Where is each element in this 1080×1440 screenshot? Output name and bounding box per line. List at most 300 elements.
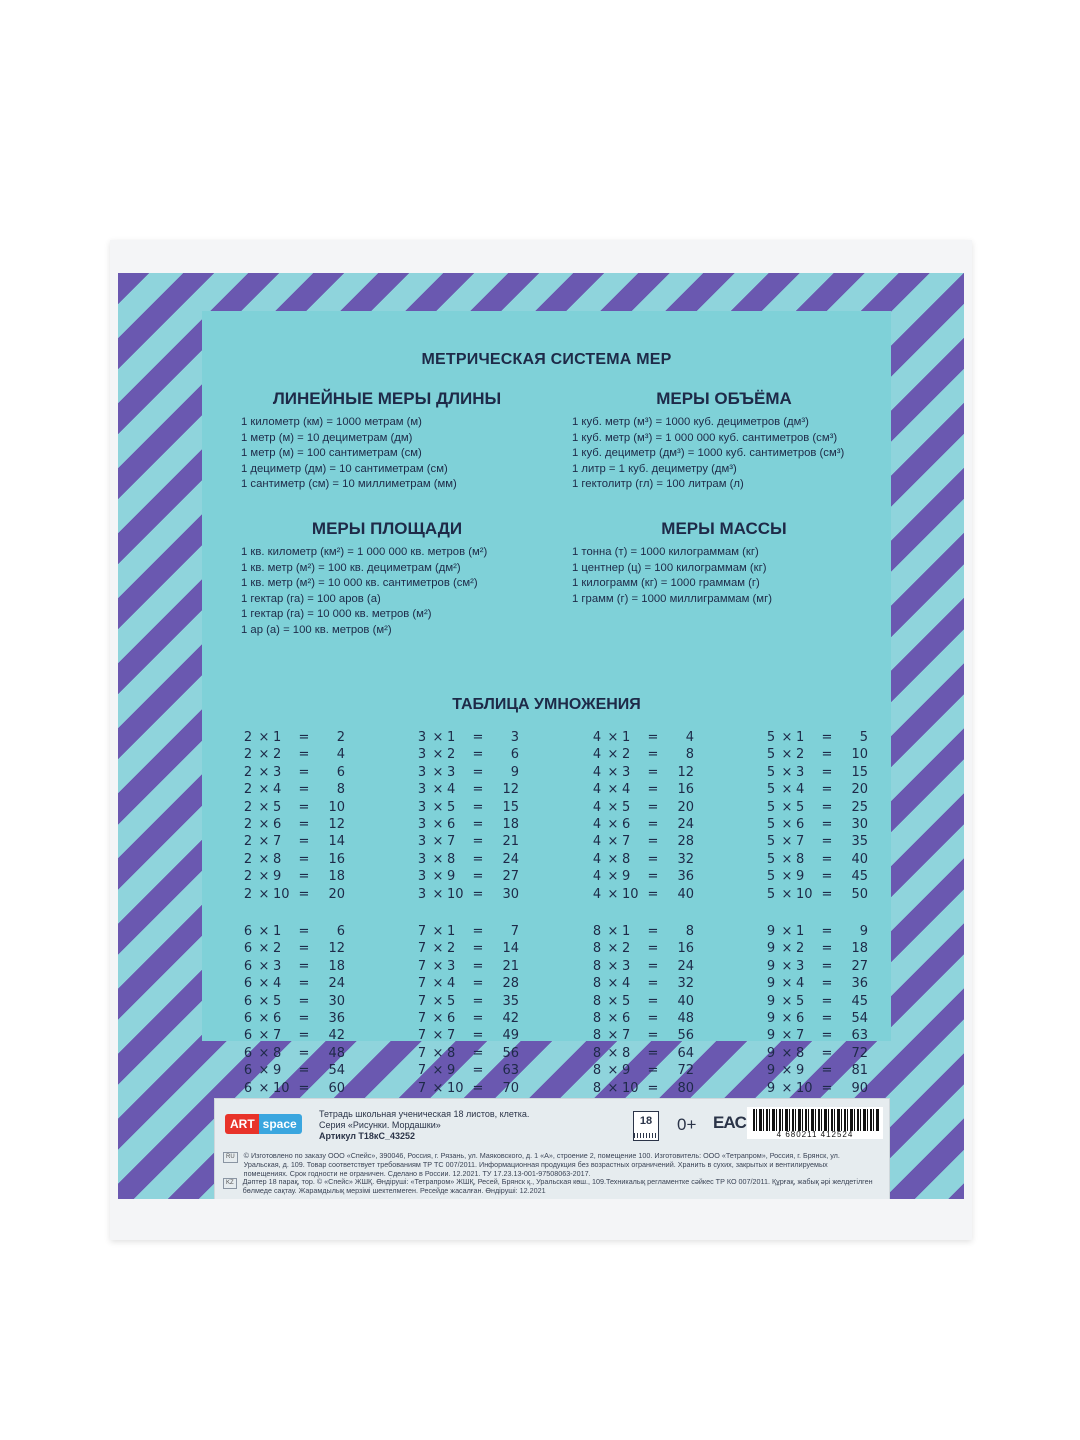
- mult-x: ×: [781, 799, 793, 815]
- mult-row: [415, 868, 519, 885]
- mult-row: [590, 975, 694, 992]
- mult-row: [241, 781, 345, 798]
- mult-column-2: [241, 729, 345, 903]
- mult-row: [241, 1027, 345, 1044]
- mult-r: 32: [677, 851, 694, 867]
- mult-x: ×: [432, 1080, 444, 1096]
- mult-eq: =: [298, 886, 310, 902]
- mult-x: ×: [258, 1028, 270, 1044]
- mult-a: 8: [592, 1045, 602, 1061]
- mult-a: 8: [592, 993, 602, 1009]
- mult-r: 40: [851, 851, 868, 867]
- mult-a: 2: [243, 764, 253, 780]
- mult-b: 1: [622, 730, 631, 745]
- mult-b: 1: [622, 924, 631, 939]
- mult-a: 9: [766, 1045, 776, 1061]
- mult-b: 10: [447, 886, 464, 902]
- mult-row: [590, 746, 694, 763]
- mult-a: 6: [243, 941, 253, 957]
- mult-row: [415, 958, 519, 975]
- mult-row: [415, 781, 519, 798]
- mult-row: [764, 746, 868, 763]
- mult-a: 5: [766, 730, 776, 745]
- mult-row: [241, 851, 345, 868]
- mult-x: ×: [607, 816, 619, 832]
- mult-r: 40: [677, 993, 694, 1009]
- mult-b: 1: [273, 730, 282, 745]
- mult-x: ×: [432, 976, 444, 992]
- mult-a: 8: [592, 924, 602, 939]
- mult-a: 8: [592, 976, 602, 992]
- mult-a: 9: [766, 924, 776, 939]
- mult-a: 4: [592, 851, 602, 867]
- mult-r: 64: [677, 1045, 694, 1061]
- product-description: [319, 1109, 529, 1142]
- mult-a: 7: [417, 976, 427, 992]
- mult-x: ×: [781, 924, 793, 939]
- mult-r: 24: [502, 851, 519, 867]
- mult-x: ×: [258, 924, 270, 939]
- volume-heading: МЕРЫ ОБЪЁМА: [656, 389, 792, 408]
- mult-b: 9: [273, 869, 282, 885]
- barcode-number: 4 680211 412524: [776, 1130, 854, 1139]
- mult-x: ×: [258, 886, 270, 902]
- mult-eq: =: [298, 869, 310, 885]
- mult-eq: =: [472, 869, 484, 885]
- mult-b: 1: [447, 730, 456, 745]
- mult-eq: =: [647, 851, 659, 867]
- mult-b: 8: [622, 1045, 631, 1061]
- mult-a: 9: [766, 993, 776, 1009]
- mult-eq: =: [821, 799, 833, 815]
- mult-x: ×: [432, 816, 444, 832]
- mult-row: [415, 923, 519, 940]
- mult-eq: =: [298, 1063, 310, 1079]
- mult-row: [590, 868, 694, 885]
- mult-row: [241, 975, 345, 992]
- mult-x: ×: [607, 976, 619, 992]
- mult-a: 4: [592, 799, 602, 815]
- mult-r: 35: [851, 834, 868, 850]
- mult-x: ×: [432, 886, 444, 902]
- mult-x: ×: [607, 941, 619, 957]
- mult-r: 12: [328, 816, 345, 832]
- mult-row: [590, 851, 694, 868]
- legal-ru: [223, 1151, 883, 1178]
- mult-row: [415, 1062, 519, 1079]
- mult-b: 2: [447, 941, 456, 957]
- mult-eq: =: [298, 941, 310, 957]
- mult-x: ×: [781, 834, 793, 850]
- mult-b: 7: [622, 834, 631, 850]
- mass-heading: МЕРЫ МАССЫ: [661, 519, 787, 538]
- mult-r: 15: [851, 764, 868, 780]
- mult-row: [590, 923, 694, 940]
- mult-b: 5: [273, 993, 282, 1009]
- mult-a: 3: [417, 764, 427, 780]
- mult-x: ×: [258, 1063, 270, 1079]
- mult-x: ×: [781, 1010, 793, 1026]
- mult-r: 35: [502, 993, 519, 1009]
- mult-x: ×: [781, 869, 793, 885]
- mult-row: [415, 886, 519, 903]
- mult-b: 10: [273, 1080, 290, 1096]
- mult-r: 70: [502, 1080, 519, 1096]
- measure-line: 1 километр (км) = 1000 метрам (м): [241, 416, 422, 428]
- mult-a: 5: [766, 869, 776, 885]
- mult-eq: =: [472, 747, 484, 763]
- measure-line: 1 метр (м) = 100 сантиметрам (см): [241, 447, 422, 460]
- mult-row: [415, 1080, 519, 1097]
- mult-r: 8: [685, 924, 694, 939]
- mult-a: 9: [766, 958, 776, 974]
- mult-b: 6: [796, 1010, 805, 1026]
- mult-eq: =: [821, 764, 833, 780]
- mult-a: 2: [243, 834, 253, 850]
- mult-x: ×: [432, 941, 444, 957]
- mult-row: [590, 781, 694, 798]
- mult-r: 4: [685, 730, 694, 745]
- measure-line: 1 кв. метр (м²) = 10 000 кв. сантиметров (см²): [241, 577, 478, 590]
- mult-b: 2: [273, 941, 282, 957]
- mult-r: 12: [677, 764, 694, 780]
- mult-row: [241, 799, 345, 816]
- mult-eq: =: [647, 941, 659, 957]
- mult-eq: =: [298, 782, 310, 798]
- measure-line: 1 сантиметр (см) = 10 миллиметрам (мм): [241, 478, 457, 491]
- mult-eq: =: [821, 869, 833, 885]
- measure-line: 1 куб. метр (м³) = 1 000 000 куб. сантиметров (см³): [572, 431, 838, 444]
- mult-x: ×: [607, 730, 619, 745]
- mult-r: 20: [851, 782, 868, 798]
- mult-row: [415, 1045, 519, 1062]
- mult-a: 4: [592, 764, 602, 780]
- mult-b: 10: [273, 886, 290, 902]
- mult-a: 7: [417, 924, 427, 939]
- mult-r: 54: [851, 1010, 868, 1026]
- kz-tag: KZ: [223, 1178, 237, 1189]
- mult-x: ×: [607, 764, 619, 780]
- mult-r: 10: [328, 799, 345, 815]
- mult-r: 42: [328, 1028, 345, 1044]
- mult-eq: =: [298, 747, 310, 763]
- mult-a: 5: [766, 851, 776, 867]
- mult-column-6: [241, 923, 345, 1097]
- measure-line: 1 гектар (га) = 10 000 кв. метров (м²): [241, 608, 432, 621]
- mult-a: 5: [766, 747, 776, 763]
- mult-a: 8: [592, 1028, 602, 1044]
- info-panel: [202, 311, 891, 1096]
- mult-r: 16: [677, 782, 694, 798]
- mult-b: 8: [273, 851, 282, 867]
- mult-eq: =: [821, 834, 833, 850]
- mult-r: 48: [677, 1010, 694, 1026]
- mult-eq: =: [821, 851, 833, 867]
- mult-a: 3: [417, 799, 427, 815]
- grid-icon: [634, 1133, 658, 1138]
- mult-row: [764, 923, 868, 940]
- mult-r: 24: [677, 816, 694, 832]
- mult-a: 8: [592, 1080, 602, 1096]
- sheets-count-badge: [633, 1111, 659, 1141]
- mult-b: 2: [796, 941, 805, 957]
- mult-r: 28: [502, 976, 519, 992]
- mult-b: 9: [447, 869, 456, 885]
- mult-a: 8: [592, 1010, 602, 1026]
- mult-eq: =: [472, 958, 484, 974]
- mult-a: 7: [417, 941, 427, 957]
- mult-x: ×: [258, 851, 270, 867]
- mult-a: 9: [766, 1063, 776, 1079]
- measure-line: 1 куб. дециметр (дм³) = 1000 куб. сантиметров (см³): [572, 447, 845, 460]
- mult-b: 6: [273, 1010, 282, 1026]
- mult-x: ×: [432, 1010, 444, 1026]
- mult-row: [241, 940, 345, 957]
- mult-r: 54: [328, 1063, 345, 1079]
- mult-b: 9: [447, 1063, 456, 1079]
- mult-eq: =: [821, 1063, 833, 1079]
- mult-r: 6: [336, 764, 345, 780]
- mult-x: ×: [781, 941, 793, 957]
- mult-b: 3: [447, 764, 456, 780]
- mult-x: ×: [432, 869, 444, 885]
- mult-r: 10: [851, 747, 868, 763]
- mult-r: 3: [510, 730, 519, 745]
- mult-a: 2: [243, 886, 253, 902]
- mult-a: 6: [243, 1045, 253, 1061]
- mult-eq: =: [821, 886, 833, 902]
- logo-art: ART: [225, 1114, 259, 1134]
- mult-b: 8: [622, 851, 631, 867]
- mult-a: 3: [417, 730, 427, 745]
- mult-row: [590, 958, 694, 975]
- measure-line: 1 центнер (ц) = 100 килограммам (кг): [572, 561, 767, 574]
- mult-column-8: [590, 923, 694, 1097]
- mult-eq: =: [647, 799, 659, 815]
- measure-line: 1 метр (м) = 10 дециметрам (дм): [241, 431, 413, 444]
- mult-x: ×: [432, 993, 444, 1009]
- mult-r: 90: [851, 1080, 868, 1096]
- mult-r: 48: [328, 1045, 345, 1061]
- mult-eq: =: [298, 1080, 310, 1096]
- mult-a: 4: [592, 747, 602, 763]
- mult-row: [241, 1080, 345, 1097]
- mult-a: 8: [592, 941, 602, 957]
- mult-x: ×: [607, 958, 619, 974]
- mult-x: ×: [432, 924, 444, 939]
- mult-row: [764, 975, 868, 992]
- mult-x: ×: [258, 730, 270, 745]
- mult-eq: =: [298, 764, 310, 780]
- mult-b: 5: [796, 993, 805, 1009]
- mult-x: ×: [781, 958, 793, 974]
- mult-eq: =: [821, 958, 833, 974]
- mult-b: 10: [622, 886, 639, 902]
- mult-x: ×: [432, 799, 444, 815]
- mult-x: ×: [607, 782, 619, 798]
- mult-eq: =: [647, 886, 659, 902]
- mult-a: 6: [243, 1080, 253, 1096]
- measure-line: 1 ар (а) = 100 кв. метров (м²): [241, 623, 392, 636]
- mult-column-5: [764, 729, 868, 903]
- mult-b: 9: [622, 869, 631, 885]
- mult-a: 9: [766, 976, 776, 992]
- mult-a: 6: [243, 993, 253, 1009]
- mult-b: 3: [796, 958, 805, 974]
- mult-eq: =: [472, 851, 484, 867]
- mult-eq: =: [647, 1063, 659, 1079]
- mult-row: [241, 1010, 345, 1027]
- mult-row: [764, 886, 868, 903]
- mult-r: 12: [502, 782, 519, 798]
- mult-eq: =: [821, 993, 833, 1009]
- mult-r: 24: [677, 958, 694, 974]
- mult-eq: =: [647, 764, 659, 780]
- mult-eq: =: [298, 976, 310, 992]
- mult-x: ×: [607, 993, 619, 1009]
- mult-x: ×: [432, 834, 444, 850]
- mass-list: [572, 545, 772, 607]
- mult-row: [241, 886, 345, 903]
- mult-a: 7: [417, 1028, 427, 1044]
- mult-a: 5: [766, 782, 776, 798]
- mult-a: 2: [243, 730, 253, 745]
- mult-b: 7: [796, 1028, 805, 1044]
- mult-x: ×: [258, 799, 270, 815]
- notebook-back-cover: [110, 240, 972, 1240]
- mult-r: 25: [851, 799, 868, 815]
- mult-b: 8: [447, 1045, 456, 1061]
- mult-b: 5: [447, 799, 456, 815]
- mult-b: 6: [622, 816, 631, 832]
- measure-line: 1 куб. метр (м³) = 1000 куб. дециметров (дм³): [572, 416, 809, 428]
- product-label: [214, 1098, 890, 1199]
- mult-b: 4: [796, 976, 805, 992]
- mult-row: [415, 975, 519, 992]
- mult-eq: =: [647, 1045, 659, 1061]
- mult-a: 3: [417, 834, 427, 850]
- mult-r: 20: [328, 886, 345, 902]
- mult-r: 2: [336, 730, 345, 745]
- mult-x: ×: [781, 782, 793, 798]
- mult-row: [241, 833, 345, 850]
- mult-b: 2: [447, 747, 456, 763]
- mult-x: ×: [781, 1080, 793, 1096]
- mult-x: ×: [432, 1063, 444, 1079]
- mult-x: ×: [258, 1010, 270, 1026]
- mult-b: 5: [622, 993, 631, 1009]
- mult-a: 3: [417, 886, 427, 902]
- mult-b: 3: [447, 958, 456, 974]
- mult-r: 63: [851, 1028, 868, 1044]
- mult-r: 63: [502, 1063, 519, 1079]
- mult-row: [764, 1045, 868, 1062]
- mult-row: [415, 851, 519, 868]
- mult-r: 50: [851, 886, 868, 902]
- mult-eq: =: [821, 1045, 833, 1061]
- mult-eq: =: [472, 993, 484, 1009]
- mult-a: 8: [592, 958, 602, 974]
- mult-x: ×: [607, 851, 619, 867]
- mult-a: 6: [243, 1063, 253, 1079]
- mult-a: 3: [417, 816, 427, 832]
- mult-b: 7: [447, 834, 456, 850]
- mult-a: 5: [766, 764, 776, 780]
- mult-column-3: [415, 729, 519, 903]
- mult-eq: =: [647, 834, 659, 850]
- mult-r: 45: [851, 993, 868, 1009]
- mult-eq: =: [472, 799, 484, 815]
- mult-r: 45: [851, 869, 868, 885]
- mult-a: 9: [766, 1010, 776, 1026]
- mult-x: ×: [781, 747, 793, 763]
- mult-b: 1: [273, 924, 282, 939]
- measure-line: 1 дециметр (дм) = 10 сантиметрам (см): [241, 462, 448, 475]
- mult-r: 36: [328, 1010, 345, 1026]
- mult-x: ×: [781, 976, 793, 992]
- mult-r: 21: [502, 834, 519, 850]
- mult-row: [590, 993, 694, 1010]
- mult-a: 3: [417, 851, 427, 867]
- mult-x: ×: [781, 1028, 793, 1044]
- measure-line: 1 грамм (г) = 1000 миллиграммам (мг): [572, 592, 772, 605]
- mult-b: 4: [447, 782, 456, 798]
- mult-r: 18: [851, 941, 868, 957]
- mult-b: 4: [273, 782, 282, 798]
- mult-row: [590, 1010, 694, 1027]
- mult-eq: =: [298, 1010, 310, 1026]
- mult-eq: =: [647, 1028, 659, 1044]
- mult-row: [415, 746, 519, 763]
- mult-row: [764, 781, 868, 798]
- mult-eq: =: [298, 993, 310, 1009]
- mult-eq: =: [472, 730, 484, 745]
- mult-b: 5: [796, 799, 805, 815]
- mult-row: [764, 1062, 868, 1079]
- mult-eq: =: [298, 816, 310, 832]
- mult-a: 9: [766, 1080, 776, 1096]
- mult-row: [415, 833, 519, 850]
- mult-r: 5: [859, 730, 868, 745]
- mult-r: 27: [851, 958, 868, 974]
- mult-eq: =: [472, 1045, 484, 1061]
- mult-b: 5: [273, 799, 282, 815]
- mult-eq: =: [647, 782, 659, 798]
- mult-x: ×: [432, 782, 444, 798]
- mult-row: [415, 1010, 519, 1027]
- mult-b: 8: [273, 1045, 282, 1061]
- mult-r: 14: [502, 941, 519, 957]
- mult-b: 10: [796, 886, 813, 902]
- mult-b: 3: [622, 958, 631, 974]
- area-list: [241, 545, 487, 639]
- mult-eq: =: [472, 1063, 484, 1079]
- mult-x: ×: [607, 1045, 619, 1061]
- mult-eq: =: [821, 1028, 833, 1044]
- mult-eq: =: [821, 976, 833, 992]
- mult-b: 10: [796, 1080, 813, 1096]
- mult-row: [415, 940, 519, 957]
- mult-row: [590, 1080, 694, 1097]
- mult-b: 1: [447, 924, 456, 939]
- mult-eq: =: [821, 782, 833, 798]
- mult-b: 1: [796, 924, 805, 939]
- mult-x: ×: [781, 764, 793, 780]
- mult-a: 2: [243, 799, 253, 815]
- mult-x: ×: [432, 764, 444, 780]
- measure-line: 1 тонна (т) = 1000 килограммам (кг): [572, 546, 759, 558]
- article-number: Артикул Т18кС_43252: [319, 1131, 415, 1141]
